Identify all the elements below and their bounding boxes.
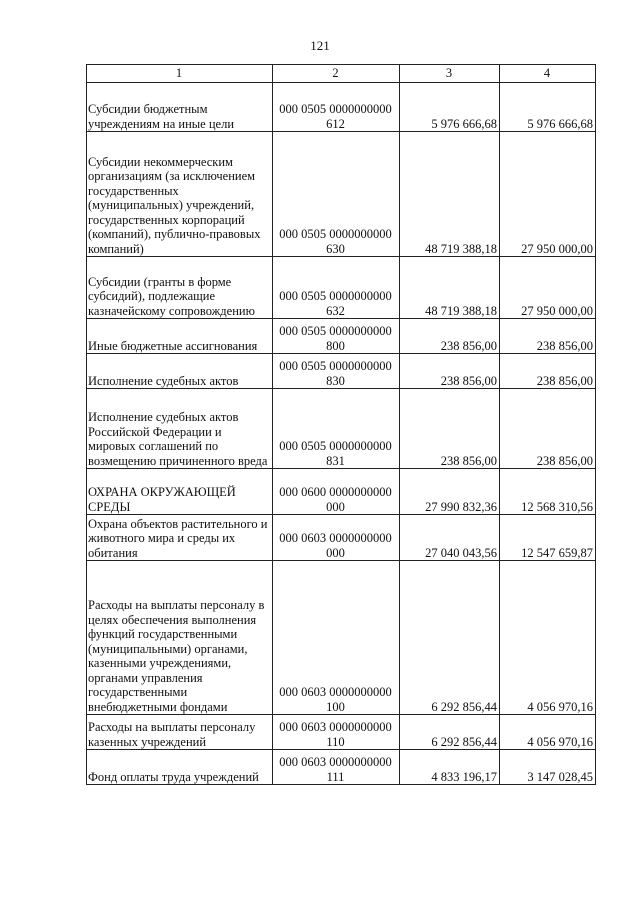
row-code (273, 132, 400, 257)
code-section: 000 0505 0000000000 (279, 289, 392, 303)
code-type: 100 (326, 699, 345, 714)
row-amount-1: 6 292 856,44 (400, 715, 500, 750)
row-amount-1: 5 976 666,68 (400, 83, 500, 132)
row-amount-2: 238 856,00 (500, 319, 596, 354)
table-row (87, 561, 596, 715)
code-type: 111 (326, 769, 345, 784)
row-amount-1: 6 292 856,44 (400, 561, 500, 715)
row-name: ОХРАНА ОКРУЖАЮЩЕЙ СРЕДЫ (87, 469, 273, 515)
code-type: 000 (326, 545, 345, 560)
row-code (273, 354, 400, 389)
row-code (273, 319, 400, 354)
table-row (87, 132, 596, 257)
row-name: Субсидии бюджетным учреждениям на иные цели (87, 83, 273, 132)
row-code (273, 257, 400, 319)
row-amount-1: 48 719 388,18 (400, 257, 500, 319)
code-type: 831 (326, 453, 345, 468)
row-amount-2: 3 147 028,45 (500, 750, 596, 785)
row-amount-1: 238 856,00 (400, 389, 500, 469)
row-name: Исполнение судебных актов (87, 354, 273, 389)
code-section: 000 0600 0000000000 (279, 485, 392, 499)
row-amount-1: 27 990 832,36 (400, 469, 500, 515)
row-amount-2: 238 856,00 (500, 354, 596, 389)
code-section: 000 0505 0000000000 (279, 439, 392, 453)
table-row (87, 389, 596, 469)
row-amount-2: 27 950 000,00 (500, 257, 596, 319)
table-row (87, 354, 596, 389)
row-code (273, 715, 400, 750)
row-name: Расходы на выплаты персоналу казенных учреждений (87, 715, 273, 750)
row-name: Иные бюджетные ассигнования (87, 319, 273, 354)
table-row (87, 83, 596, 132)
code-type: 630 (326, 241, 345, 256)
code-section: 000 0603 0000000000 (279, 685, 392, 699)
row-name: Исполнение судебных актов Российской Федерации и мировых соглашений по возмещению причиненного вреда (87, 389, 273, 469)
table-row (87, 715, 596, 750)
row-name: Субсидии (гранты в форме субсидий), подлежащие казначейскому сопровождению (87, 257, 273, 319)
code-type: 632 (326, 303, 345, 318)
column-header-4: 4 (500, 65, 596, 83)
page-number: 121 (310, 38, 330, 53)
row-amount-2: 5 976 666,68 (500, 83, 596, 132)
row-amount-1: 4 833 196,17 (400, 750, 500, 785)
table-row (87, 515, 596, 561)
code-section: 000 0505 0000000000 (279, 102, 392, 116)
code-section: 000 0603 0000000000 (279, 755, 392, 769)
row-amount-2: 238 856,00 (500, 389, 596, 469)
code-section: 000 0603 0000000000 (279, 720, 392, 734)
column-header-2: 2 (273, 65, 400, 83)
row-name: Охрана объектов растительного и животного мира и среды их обитания (87, 515, 273, 561)
row-amount-2: 12 547 659,87 (500, 515, 596, 561)
column-header-3: 3 (400, 65, 500, 83)
row-code (273, 515, 400, 561)
code-type: 612 (326, 116, 345, 131)
row-amount-2: 12 568 310,56 (500, 469, 596, 515)
row-code (273, 750, 400, 785)
row-name: Субсидии некоммерческим организациям (за исключением государственных (муниципальных) учреждений, государственных корпораций (компаний), публично-правовых компаний) (87, 132, 273, 257)
code-type: 110 (326, 734, 345, 749)
row-amount-2: 4 056 970,16 (500, 715, 596, 750)
row-name: Фонд оплаты труда учреждений (87, 750, 273, 785)
row-code (273, 469, 400, 515)
table-row (87, 257, 596, 319)
code-section: 000 0505 0000000000 (279, 324, 392, 338)
code-section: 000 0505 0000000000 (279, 359, 392, 373)
code-section: 000 0505 0000000000 (279, 227, 392, 241)
code-section: 000 0603 0000000000 (279, 531, 392, 545)
code-type: 000 (326, 499, 345, 514)
table-row (87, 750, 596, 785)
table-row (87, 469, 596, 515)
row-amount-1: 48 719 388,18 (400, 132, 500, 257)
row-amount-2: 27 950 000,00 (500, 132, 596, 257)
code-type: 800 (326, 338, 345, 353)
row-amount-1: 238 856,00 (400, 354, 500, 389)
table-header-row (87, 65, 596, 83)
row-amount-1: 238 856,00 (400, 319, 500, 354)
budget-table (86, 64, 596, 785)
row-code (273, 83, 400, 132)
row-name: Расходы на выплаты персоналу в целях обеспечения выполнения функций государственными (муниципальными) органами, казенными учреждениями, органами управления государственными внебюджетными фондами (87, 561, 273, 715)
table-row (87, 319, 596, 354)
row-amount-2: 4 056 970,16 (500, 561, 596, 715)
code-type: 830 (326, 373, 345, 388)
column-header-1: 1 (87, 65, 273, 83)
row-code (273, 389, 400, 469)
row-amount-1: 27 040 043,56 (400, 515, 500, 561)
row-code (273, 561, 400, 715)
